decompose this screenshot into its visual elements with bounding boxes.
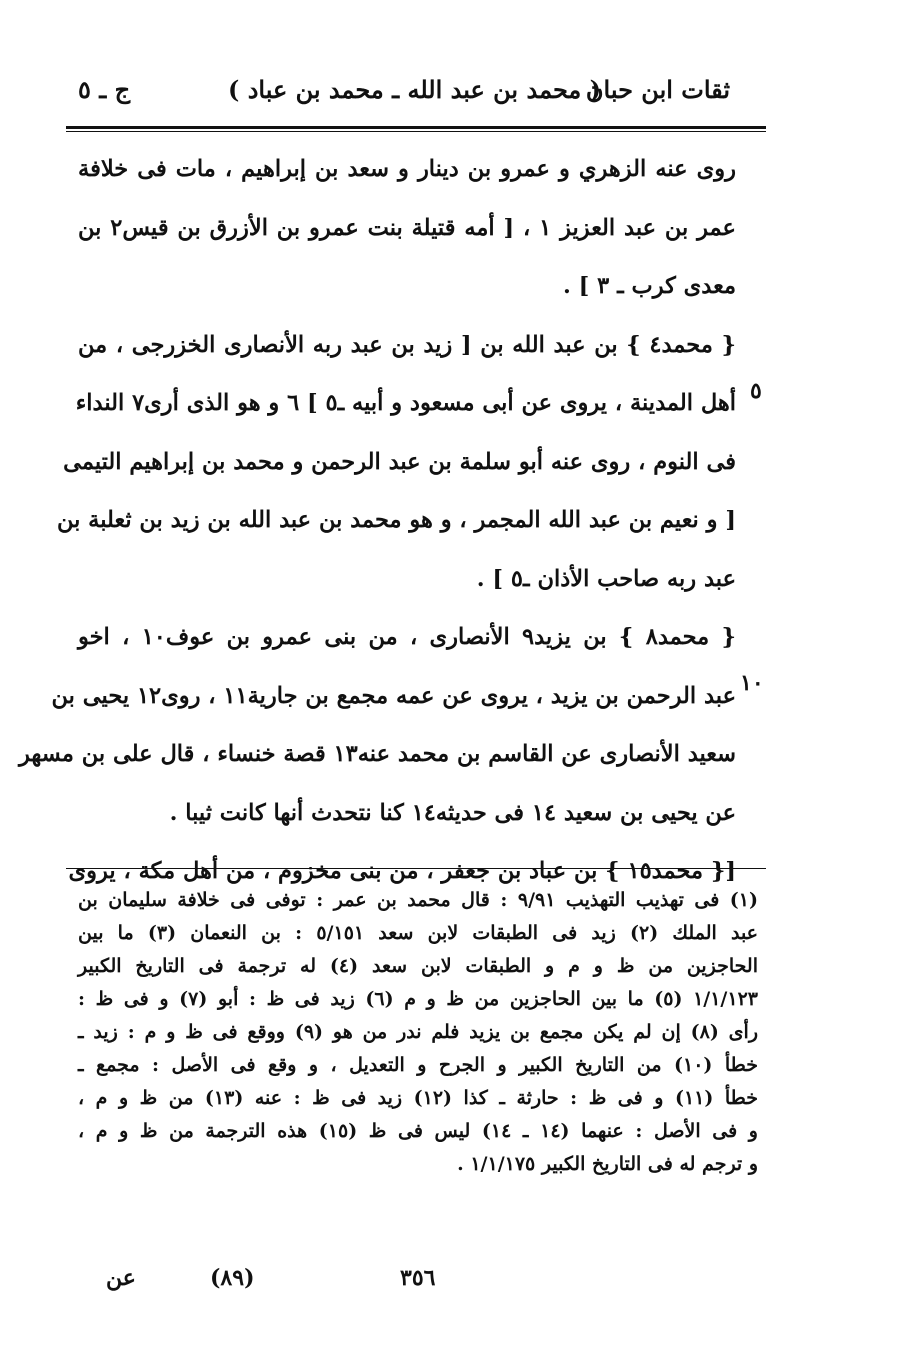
text-line: عمر بن عبد العزيز ١ ، [ أمه قتيلة بنت عمرو بن الأزرق بن قيس٢ بن <box>78 214 736 241</box>
footnote-line: و ترجم له فى التاريخ الكبير ١/١/١٧٥ . <box>457 1153 758 1175</box>
header-rule-thin <box>66 131 766 132</box>
footnote-line: و فى الأصل : عنهما (١٤ ـ ١٤) ليس فى ظ (١٥) هذه الترجمة من ظ و م ، <box>78 1120 758 1142</box>
footnotes <box>78 884 758 1181</box>
folio-number: (٨٩) <box>210 1265 255 1291</box>
catchword: عن <box>106 1265 136 1291</box>
text-line: { محمد٤ } بن عبد الله بن [ زيد بن عبد ربه الأنصارى الخزرجى ، من <box>78 331 736 358</box>
footnote-line: (١) فى تهذيب التهذيب ٩/٩١ : قال محمد بن عمر : توفى فى خلافة سليمان بن <box>78 889 759 911</box>
text-line: [ و نعيم بن عبد الله المجمر ، و هو محمد بن عبد الله بن زيد بن ثعلبة بن <box>56 507 736 533</box>
line-number-10: ١٠ <box>740 670 764 696</box>
text-line: عبد ربه صاحب الأذان ـ٥ ] . <box>476 565 736 592</box>
footnote-line: خطأ (١١) و فى ظ : حارثة ـ كذا (١٢) زيد فى ظ : عنه (١٣) من ظ و م ، <box>78 1087 758 1109</box>
footnote-line: رأى (٨) إن لم يكن مجمع بن يزيد فلم ندر من هو (٩) ووقع فى ظ و م : زيد ـ <box>78 1021 758 1043</box>
main-text <box>19 140 736 901</box>
running-header-title: ثقات ابن حبان <box>585 75 730 104</box>
line-number-5: ٥ <box>750 378 762 404</box>
footnote-separator <box>66 868 766 869</box>
text-line: عبد الرحمن بن يزيد ، يروى عن عمه مجمع بن جارية١١ ، روى١٢ يحيى بن <box>51 682 736 709</box>
text-line: { محمد٨ } بن يزيد٩ الأنصارى ، من بنى عمرو بن عوف١٠ ، اخو <box>78 624 736 650</box>
text-line: [{ محمد١٥ } بن عباد بن جعفر ، من بنى مخزوم ، من أهل مكة ، يروى <box>68 858 736 884</box>
text-line: أهل المدينة ، يروى عن أبى مسعود و أبيه ـ٥ ] ٦ و هو الذى أرى٧ النداء <box>75 390 736 416</box>
running-header-volume: ج ـ ٥ <box>78 75 131 104</box>
text-line: عن يحيى بن سعيد ١٤ فى حديثه١٤ كنا نتحدث أنها كانت ثيبا . <box>169 799 736 826</box>
text-line: روى عنه الزهري و عمرو بن دينار و سعد بن إبراهيم ، مات فى خلافة <box>78 156 736 182</box>
footnote-line: خطأ (١٠) من التاريخ الكبير و الجرح و التعديل ، و وقع فى الأصل : مجمع ـ <box>78 1054 758 1076</box>
header-rule <box>66 126 766 129</box>
text-line: فى النوم ، روى عنه أبو سلمة بن عبد الرحمن و محمد بن إبراهيم التيمى <box>63 448 736 475</box>
text-line: معدى كرب ـ ٣ ] . <box>563 273 736 299</box>
footnote-line: الحاجزين من ظ و م و الطبقات لابن سعد (٤) له ترجمة فى التاريخ الكبير <box>78 955 758 977</box>
footnote-line: عبد الملك (٢) زيد فى الطبقات لابن سعد ٥/١٥١ : بن النعمان (٣) ما بين <box>78 922 759 944</box>
running-header-range: ( محمد بن عبد الله ـ محمد بن عباد ) <box>228 75 601 104</box>
text-line: سعيد الأنصارى عن القاسم بن محمد عنه١٣ قصة خنساء ، قال على بن مسهر <box>19 741 736 767</box>
page-number: ٣٥٦ <box>400 1265 436 1291</box>
footnote-line: ١/١/١٢٣ (٥) ما بين الحاجزين من ظ و م (٦) زيد فى ظ : أبو (٧) و فى ظ : <box>78 988 758 1010</box>
